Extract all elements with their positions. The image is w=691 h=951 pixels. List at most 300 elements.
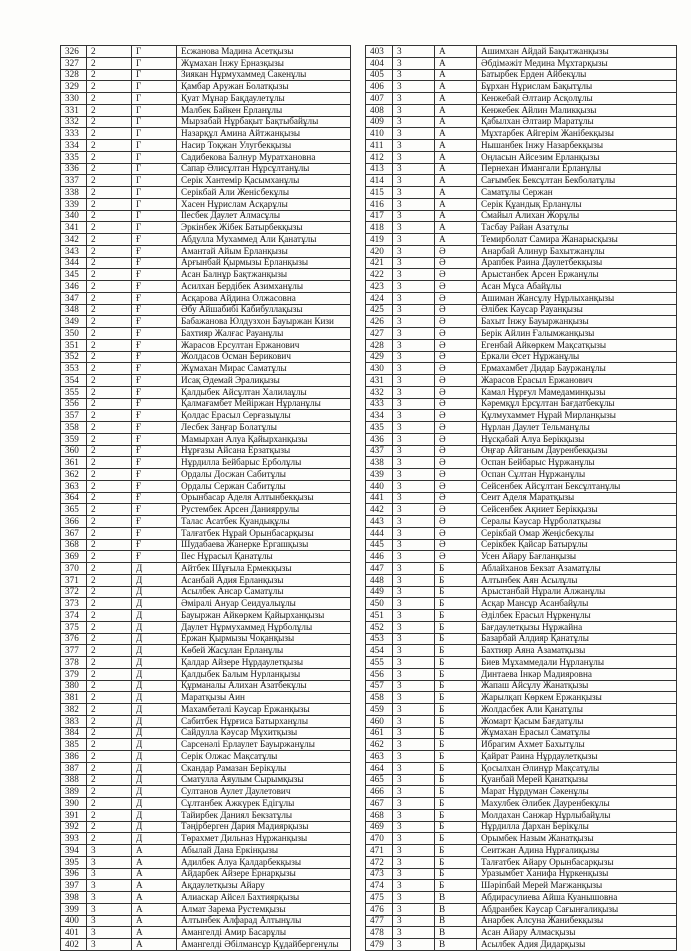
class-letter-cell: Б — [435, 809, 477, 821]
row-number: 459 — [366, 704, 393, 716]
grade-cell: 2 — [87, 422, 132, 434]
row-number: 333 — [61, 128, 87, 140]
class-letter-cell: Ғ — [132, 433, 177, 445]
student-name-cell: Зиякан Нұрмухаммед Сакенұлы — [177, 69, 351, 81]
grade-cell: 2 — [87, 516, 132, 528]
class-letter-cell: Г — [132, 210, 177, 222]
grade-cell: 3 — [393, 563, 435, 575]
row-number: 409 — [366, 116, 393, 128]
student-name-cell: Жұмахан Мирас Саматұлы — [177, 363, 351, 375]
student-name-cell: Серікбек Қайсар Батырұлы — [477, 539, 677, 551]
class-letter-cell: Г — [132, 151, 177, 163]
row-number: 362 — [61, 469, 87, 481]
grade-cell: 3 — [393, 339, 435, 351]
grade-cell: 3 — [393, 175, 435, 187]
class-letter-cell: А — [132, 845, 177, 857]
row-number: 462 — [366, 739, 393, 751]
grade-cell: 2 — [87, 727, 132, 739]
student-name-cell: Амантай Айым Ерланқызы — [177, 245, 351, 257]
class-letter-cell: Б — [435, 798, 477, 810]
grade-cell: 3 — [393, 398, 435, 410]
class-letter-cell: Ғ — [132, 245, 177, 257]
class-letter-cell: А — [435, 198, 477, 210]
row-number: 414 — [366, 175, 393, 187]
student-name-cell: Смайыл Алихан Жорұлы — [477, 210, 677, 222]
row-number: 364 — [61, 492, 87, 504]
student-name-cell: Биев Мұхаммедали Нұрланұлы — [477, 657, 677, 669]
table-row — [366, 563, 677, 575]
class-letter-cell: Б — [435, 774, 477, 786]
row-number: 389 — [61, 786, 87, 798]
grade-cell: 3 — [393, 245, 435, 257]
student-name-cell: Анарбай Алинур Бахытжанұлы — [477, 245, 677, 257]
table-row — [61, 539, 351, 551]
grade-cell: 2 — [87, 433, 132, 445]
class-letter-cell: Г — [132, 104, 177, 116]
table-row — [366, 504, 677, 516]
row-number: 415 — [366, 187, 393, 199]
class-letter-cell: Ә — [435, 433, 477, 445]
row-number: 394 — [61, 845, 87, 857]
table-row — [61, 328, 351, 340]
row-number: 430 — [366, 363, 393, 375]
row-number: 419 — [366, 234, 393, 246]
row-number: 326 — [61, 46, 87, 58]
student-name-cell: Мұхтарбек Айгерім Жанібекқызы — [477, 128, 677, 140]
row-number: 355 — [61, 386, 87, 398]
row-number: 431 — [366, 375, 393, 387]
grade-cell: 3 — [393, 657, 435, 669]
student-name-cell: Скандар Рамазан Берікұлы — [177, 762, 351, 774]
grade-cell: 3 — [87, 903, 132, 915]
class-letter-cell: Д — [132, 633, 177, 645]
row-number: 350 — [61, 328, 87, 340]
grade-cell: 3 — [393, 574, 435, 586]
student-name-cell: Ашиман Жансұлу Нұрлыханқызы — [477, 292, 677, 304]
student-name-cell: Берік Айлин Ғалымжанқызы — [477, 328, 677, 340]
class-letter-cell: Ә — [435, 375, 477, 387]
table-row — [366, 457, 677, 469]
student-name-cell: Төрахмет Дильназ Нұржанқызы — [177, 833, 351, 845]
row-number: 361 — [61, 457, 87, 469]
table-row — [366, 128, 677, 140]
class-letter-cell: Б — [435, 704, 477, 716]
row-number: 432 — [366, 386, 393, 398]
class-letter-cell: Б — [435, 762, 477, 774]
table-row — [366, 316, 677, 328]
row-number: 384 — [61, 727, 87, 739]
table-row — [61, 386, 351, 398]
class-letter-cell: Ә — [435, 281, 477, 293]
student-name-cell: Кенжебек Айлин Маликқызы — [477, 104, 677, 116]
table-row — [366, 363, 677, 375]
class-letter-cell: А — [132, 856, 177, 868]
student-name-cell: Махулбек Әлибек Дауренбекұлы — [477, 798, 677, 810]
class-letter-cell: А — [435, 163, 477, 175]
grade-cell: 3 — [393, 598, 435, 610]
row-number: 470 — [366, 833, 393, 845]
row-number: 348 — [61, 304, 87, 316]
student-name-cell: Асанбай Адия Ерланқызы — [177, 574, 351, 586]
class-letter-cell: А — [132, 880, 177, 892]
table-row — [61, 480, 351, 492]
row-number: 434 — [366, 410, 393, 422]
row-number: 427 — [366, 328, 393, 340]
row-number: 447 — [366, 563, 393, 575]
row-number: 412 — [366, 151, 393, 163]
row-number: 331 — [61, 104, 87, 116]
class-letter-cell: Г — [132, 46, 177, 58]
student-name-cell: Сейсенбек Айсұлтан Бексұлтанұлы — [477, 480, 677, 492]
class-letter-cell: Д — [132, 704, 177, 716]
class-letter-cell: Ә — [435, 457, 477, 469]
grade-cell: 2 — [87, 715, 132, 727]
row-number: 453 — [366, 633, 393, 645]
grade-cell: 3 — [393, 128, 435, 140]
grade-cell: 2 — [87, 386, 132, 398]
student-name-cell: Молдахан Санжар Нұрлыбайұлы — [477, 809, 677, 821]
row-number: 404 — [366, 57, 393, 69]
class-letter-cell: Б — [435, 621, 477, 633]
table-row — [366, 234, 677, 246]
table-row — [61, 93, 351, 105]
table-row — [61, 645, 351, 657]
row-number: 406 — [366, 81, 393, 93]
student-name-cell: Қалдыбек Балым Нурланқызы — [177, 668, 351, 680]
class-letter-cell: Б — [435, 598, 477, 610]
grade-cell: 2 — [87, 480, 132, 492]
grade-cell: 3 — [393, 762, 435, 774]
student-name-cell: Бахыт Інжу Бауыржанқызы — [477, 316, 677, 328]
grade-cell: 3 — [393, 69, 435, 81]
table-row — [61, 163, 351, 175]
grade-cell: 3 — [393, 868, 435, 880]
grade-cell: 2 — [87, 398, 132, 410]
class-letter-cell: Ә — [435, 516, 477, 528]
table-row — [61, 621, 351, 633]
student-name-cell: Султанов Аулет Даулетович — [177, 786, 351, 798]
table-row — [366, 903, 677, 915]
grade-cell: 3 — [393, 633, 435, 645]
grade-cell: 3 — [393, 903, 435, 915]
grade-cell: 2 — [87, 128, 132, 140]
student-name-cell: Қуат Мұнар Бақдаулетұлы — [177, 93, 351, 105]
class-letter-cell: Б — [435, 880, 477, 892]
student-name-cell: Жарасов Ерасыл Ержанович — [477, 375, 677, 387]
table-row — [366, 210, 677, 222]
grade-cell: 2 — [87, 339, 132, 351]
class-letter-cell: Д — [132, 621, 177, 633]
class-letter-cell: А — [132, 939, 177, 951]
student-name-cell: Арыстанбек Арсен Ержанұлы — [477, 269, 677, 281]
class-letter-cell: Ғ — [132, 269, 177, 281]
class-letter-cell: Ә — [435, 410, 477, 422]
row-number: 337 — [61, 175, 87, 187]
student-name-cell: Әбдімәжіт Медина Мұхтарқызы — [477, 57, 677, 69]
class-letter-cell: Ғ — [132, 292, 177, 304]
student-name-cell: Айдарбек Айзере Ернарқызы — [177, 868, 351, 880]
table-row — [61, 375, 351, 387]
row-number: 339 — [61, 198, 87, 210]
student-name-cell: Сейсенбек Ақниет Берікқызы — [477, 504, 677, 516]
student-name-cell: Арғынбай Қырмызы Ерланқызы — [177, 257, 351, 269]
grade-cell: 3 — [393, 304, 435, 316]
student-name-cell: Тасбау Райан Азатұлы — [477, 222, 677, 234]
table-row — [366, 645, 677, 657]
class-letter-cell: Г — [132, 81, 177, 93]
row-number: 379 — [61, 668, 87, 680]
table-row — [366, 69, 677, 81]
student-name-cell: Іlесбек Даулет Алмасұлы — [177, 210, 351, 222]
class-letter-cell: Б — [435, 633, 477, 645]
class-letter-cell: Ә — [435, 328, 477, 340]
row-number: 385 — [61, 739, 87, 751]
class-letter-cell: А — [132, 868, 177, 880]
row-number: 381 — [61, 692, 87, 704]
grade-cell: 3 — [393, 445, 435, 457]
grade-cell: 2 — [87, 375, 132, 387]
row-number: 330 — [61, 93, 87, 105]
class-letter-cell: А — [435, 151, 477, 163]
student-name-cell: Асан Балнұр Бақтжанқызы — [177, 269, 351, 281]
table-row — [366, 93, 677, 105]
class-letter-cell: Ғ — [132, 410, 177, 422]
student-name-cell: Іlес Нұрасыл Қанатұлы — [177, 551, 351, 563]
table-row — [61, 927, 351, 939]
class-letter-cell: Ә — [435, 492, 477, 504]
table-row — [61, 821, 351, 833]
table-row — [366, 410, 677, 422]
row-number: 424 — [366, 292, 393, 304]
row-number: 421 — [366, 257, 393, 269]
class-letter-cell: Б — [435, 563, 477, 575]
row-number: 329 — [61, 81, 87, 93]
row-number: 450 — [366, 598, 393, 610]
student-name-cell: Сералы Кәусар Нұрболатқызы — [477, 516, 677, 528]
table-row — [366, 610, 677, 622]
table-row — [366, 198, 677, 210]
class-letter-cell: Ғ — [132, 386, 177, 398]
class-letter-cell: А — [435, 46, 477, 58]
row-number: 407 — [366, 93, 393, 105]
row-number: 354 — [61, 375, 87, 387]
student-name-cell: Бахтияр Аяна Азаматқызы — [477, 645, 677, 657]
student-roster-right — [365, 45, 677, 951]
row-number: 386 — [61, 751, 87, 763]
grade-cell: 3 — [393, 198, 435, 210]
grade-cell: 2 — [87, 210, 132, 222]
row-number: 442 — [366, 504, 393, 516]
grade-cell: 3 — [393, 821, 435, 833]
grade-cell: 2 — [87, 281, 132, 293]
student-name-cell: Жапаш Айсұлу Жанатқызы — [477, 680, 677, 692]
row-number: 328 — [61, 69, 87, 81]
row-number: 455 — [366, 657, 393, 669]
row-number: 467 — [366, 798, 393, 810]
grade-cell: 3 — [393, 621, 435, 633]
student-name-cell: Тәңірберген Дария Мадиярқызы — [177, 821, 351, 833]
class-letter-cell: Ғ — [132, 304, 177, 316]
class-letter-cell: Г — [132, 93, 177, 105]
class-letter-cell: Г — [132, 187, 177, 199]
grade-cell: 3 — [393, 915, 435, 927]
grade-cell: 2 — [87, 175, 132, 187]
grade-cell: 2 — [87, 445, 132, 457]
row-number: 429 — [366, 351, 393, 363]
row-number: 390 — [61, 798, 87, 810]
grade-cell: 2 — [87, 469, 132, 481]
class-letter-cell: Г — [132, 163, 177, 175]
row-number: 365 — [61, 504, 87, 516]
table-row — [366, 328, 677, 340]
grade-cell: 3 — [393, 316, 435, 328]
class-letter-cell: А — [435, 175, 477, 187]
table-row — [366, 868, 677, 880]
grade-cell: 3 — [87, 927, 132, 939]
grade-cell: 2 — [87, 621, 132, 633]
table-row — [61, 140, 351, 152]
student-name-cell: Ашимхан Айдай Бақытжанқызы — [477, 46, 677, 58]
table-row — [61, 69, 351, 81]
class-letter-cell: Г — [132, 128, 177, 140]
class-letter-cell: Д — [132, 586, 177, 598]
row-number: 411 — [366, 140, 393, 152]
table-row — [61, 81, 351, 93]
table-row — [61, 504, 351, 516]
student-name-cell: Бабажанова Юлдузхон Бауыржан Кизи — [177, 316, 351, 328]
row-number: 391 — [61, 809, 87, 821]
table-row — [61, 774, 351, 786]
class-letter-cell: А — [435, 93, 477, 105]
table-row — [61, 551, 351, 563]
table-row — [61, 892, 351, 904]
grade-cell: 3 — [393, 504, 435, 516]
table-row — [366, 680, 677, 692]
table-row — [366, 445, 677, 457]
table-row — [366, 386, 677, 398]
class-letter-cell: Ғ — [132, 351, 177, 363]
table-row — [366, 281, 677, 293]
row-number: 398 — [61, 892, 87, 904]
row-number: 426 — [366, 316, 393, 328]
student-name-cell: Абдирасулиева Айша Куанышовна — [477, 892, 677, 904]
table-row — [61, 257, 351, 269]
student-name-cell: Әміралі Ануар Сеидуалыұлы — [177, 598, 351, 610]
table-row — [366, 375, 677, 387]
student-name-cell: Тайирбек Даниял Бекзатұлы — [177, 809, 351, 821]
class-letter-cell: А — [132, 892, 177, 904]
table-row — [61, 339, 351, 351]
row-number: 373 — [61, 598, 87, 610]
table-row — [61, 410, 351, 422]
student-name-cell: Талғатбек Нұрай Орынбасарқызы — [177, 527, 351, 539]
student-name-cell: Жарылқап Көркем Ержанқызы — [477, 692, 677, 704]
row-number: 475 — [366, 892, 393, 904]
grade-cell: 2 — [87, 351, 132, 363]
grade-cell: 3 — [393, 163, 435, 175]
table-row — [61, 245, 351, 257]
table-row — [366, 222, 677, 234]
table-row — [61, 351, 351, 363]
grade-cell: 2 — [87, 151, 132, 163]
student-name-cell: Даулет Нұрмухаммед Нұрболұлы — [177, 621, 351, 633]
grade-cell: 3 — [393, 457, 435, 469]
table-row — [61, 798, 351, 810]
row-number: 417 — [366, 210, 393, 222]
grade-cell: 3 — [393, 351, 435, 363]
table-row — [61, 680, 351, 692]
class-letter-cell: Ә — [435, 504, 477, 516]
row-number: 458 — [366, 692, 393, 704]
grade-cell: 2 — [87, 563, 132, 575]
row-number: 456 — [366, 668, 393, 680]
student-name-cell: Сұлтанбек Ажкүрек Едігұлы — [177, 798, 351, 810]
student-name-cell: Кенжебай Әлтаир Асқолұлы — [477, 93, 677, 105]
table-row — [366, 598, 677, 610]
grade-cell: 2 — [87, 504, 132, 516]
table-row — [61, 234, 351, 246]
class-letter-cell: Б — [435, 657, 477, 669]
class-letter-cell: А — [132, 915, 177, 927]
student-name-cell: Сапар Әлисұлтан Нұрсұлтанұлы — [177, 163, 351, 175]
class-letter-cell: Д — [132, 833, 177, 845]
table-row — [61, 398, 351, 410]
student-name-cell: Хасен Нұрислам Асқарұлы — [177, 198, 351, 210]
row-number: 372 — [61, 586, 87, 598]
class-letter-cell: Ғ — [132, 234, 177, 246]
table-row — [61, 633, 351, 645]
student-name-cell: Назарқұл Амина Айтжанқызы — [177, 128, 351, 140]
student-name-cell: Жұмахан Інжу Ерназқызы — [177, 57, 351, 69]
table-row — [366, 727, 677, 739]
student-name-cell: Малбек Байкен Ерланұлы — [177, 104, 351, 116]
grade-cell: 3 — [393, 939, 435, 951]
row-number: 376 — [61, 633, 87, 645]
grade-cell: 3 — [393, 363, 435, 375]
grade-cell: 3 — [393, 375, 435, 387]
row-number: 416 — [366, 198, 393, 210]
table-row — [61, 598, 351, 610]
row-number: 440 — [366, 480, 393, 492]
table-row — [366, 187, 677, 199]
class-letter-cell: Д — [132, 680, 177, 692]
table-row — [366, 422, 677, 434]
table-row — [61, 269, 351, 281]
grade-cell: 2 — [87, 668, 132, 680]
table-row — [61, 657, 351, 669]
student-name-cell: Асылбек Адия Дидарқызы — [477, 939, 677, 951]
grade-cell: 3 — [393, 715, 435, 727]
class-letter-cell: Д — [132, 668, 177, 680]
table-row — [366, 516, 677, 528]
row-number: 383 — [61, 715, 87, 727]
table-row — [366, 762, 677, 774]
student-name-cell: Махамбетәлі Кәусар Ержанқызы — [177, 704, 351, 716]
grade-cell: 3 — [87, 856, 132, 868]
grade-cell: 2 — [87, 116, 132, 128]
table-row — [61, 880, 351, 892]
grade-cell: 3 — [393, 281, 435, 293]
student-name-cell: Динтаева Інкәр Мадияровна — [477, 668, 677, 680]
class-letter-cell: Ғ — [132, 551, 177, 563]
student-name-cell: Серікбай Омар Жеңісбекұлы — [477, 527, 677, 539]
class-letter-cell: Ә — [435, 480, 477, 492]
student-name-cell: Саматұлы Сержан — [477, 187, 677, 199]
row-number: 347 — [61, 292, 87, 304]
table-row — [61, 422, 351, 434]
grade-cell: 3 — [393, 704, 435, 716]
table-row — [61, 492, 351, 504]
